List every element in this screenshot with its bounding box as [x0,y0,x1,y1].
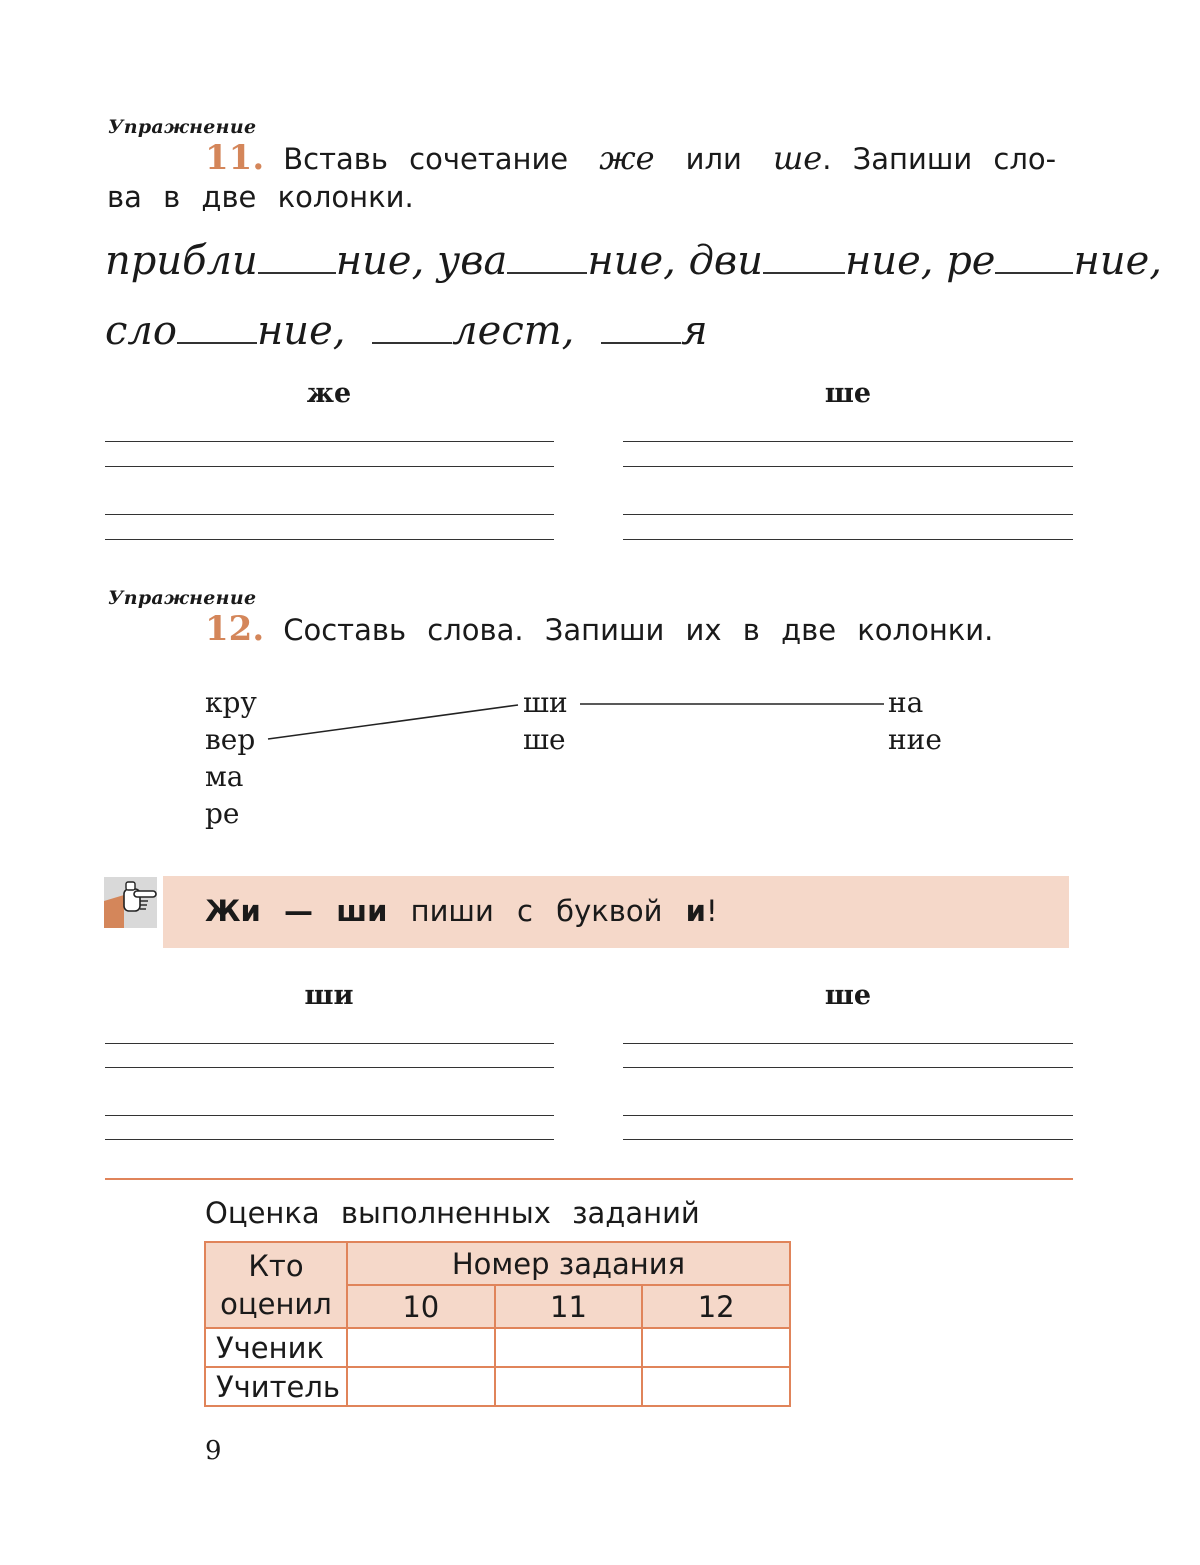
section-divider [105,1178,1073,1180]
writing-line [105,1139,554,1140]
grade-cell[interactable] [347,1328,495,1367]
row-label: Учитель [205,1367,347,1406]
page-number: 9 [205,1436,222,1466]
task-number-cell: 12 [642,1285,790,1328]
word-part: ре [946,238,996,284]
rule-part2: ши [336,894,388,928]
exercise-12-number: 12. [205,609,265,649]
column-header-shi: ши [304,980,354,1011]
word-part: ние, [844,238,934,284]
who-line1: Кто [248,1249,304,1283]
syllable: ре [205,797,240,830]
syllable: ше [523,723,566,756]
exercise-12-text: Составь слова. Запиши их в две колонки. [283,613,994,647]
word-part: прибли [105,238,258,284]
grading-table [204,1241,791,1407]
syllable: ши [523,686,568,719]
syllable: вер [205,723,256,756]
who-line2: оценил [220,1287,332,1321]
word-part: сло [105,308,177,354]
rule-middle: пиши с буквой [410,894,663,928]
writing-line [623,1115,1073,1116]
table-row [205,1367,790,1406]
pointing-hand-icon [104,877,157,928]
word-part: ние, [335,238,425,284]
word-part: ние, [256,308,346,354]
row-label: Ученик [205,1328,347,1367]
column-header-she: ше [824,378,872,409]
word-part: ние, [1073,238,1162,284]
rule-text [205,894,718,928]
grade-cell[interactable] [495,1328,643,1367]
column-header-zhe: же [306,378,352,409]
word-part: дви [688,238,763,284]
who-graded-header [205,1242,347,1328]
rule-part1: Жи [205,894,261,928]
combo-she: ше [772,139,823,177]
table-row [205,1328,790,1367]
grade-cell[interactable] [495,1367,643,1406]
task-number-header: Номер задания [347,1242,790,1285]
rule-letter: и [685,894,706,928]
rule-end: ! [705,894,718,928]
syllable: ма [205,760,244,793]
column-header-she-2: ше [824,980,872,1011]
exercise-11-text-b: или [685,142,742,176]
exercise-11-label: Упражнение [108,116,257,138]
writing-line [105,1067,554,1068]
word-part: я [681,308,708,354]
exercise-11-number: 11. [205,138,265,178]
exercise-11-text-a: Вставь сочетание [283,142,569,176]
connector-line-ver-shi [268,705,518,739]
combo-zhe: же [599,139,655,177]
task-number-cell: 11 [495,1285,643,1328]
rule-dash: — [284,894,314,928]
writing-line [105,1043,554,1044]
syllable: ние [888,723,942,756]
word-part: ува [437,238,508,284]
grading-title: Оценка выполненных заданий [205,1196,700,1230]
syllable: на [888,686,924,719]
grade-cell[interactable] [642,1328,790,1367]
writing-line [623,1067,1073,1068]
grade-cell[interactable] [642,1367,790,1406]
grade-cell[interactable] [347,1367,495,1406]
writing-line [623,1139,1073,1140]
word-part: лест, [452,308,575,354]
exercise-11-text-line2: ва в две колонки. [107,180,414,214]
exercise-12-label: Упражнение [108,587,257,609]
exercise-11-text-c: . Запиши сло- [822,142,1057,176]
task-number-cell: 10 [347,1285,495,1328]
syllable: кру [205,686,257,719]
writing-line [623,1043,1073,1044]
writing-line [105,1115,554,1116]
word-part: ние, [587,238,676,284]
